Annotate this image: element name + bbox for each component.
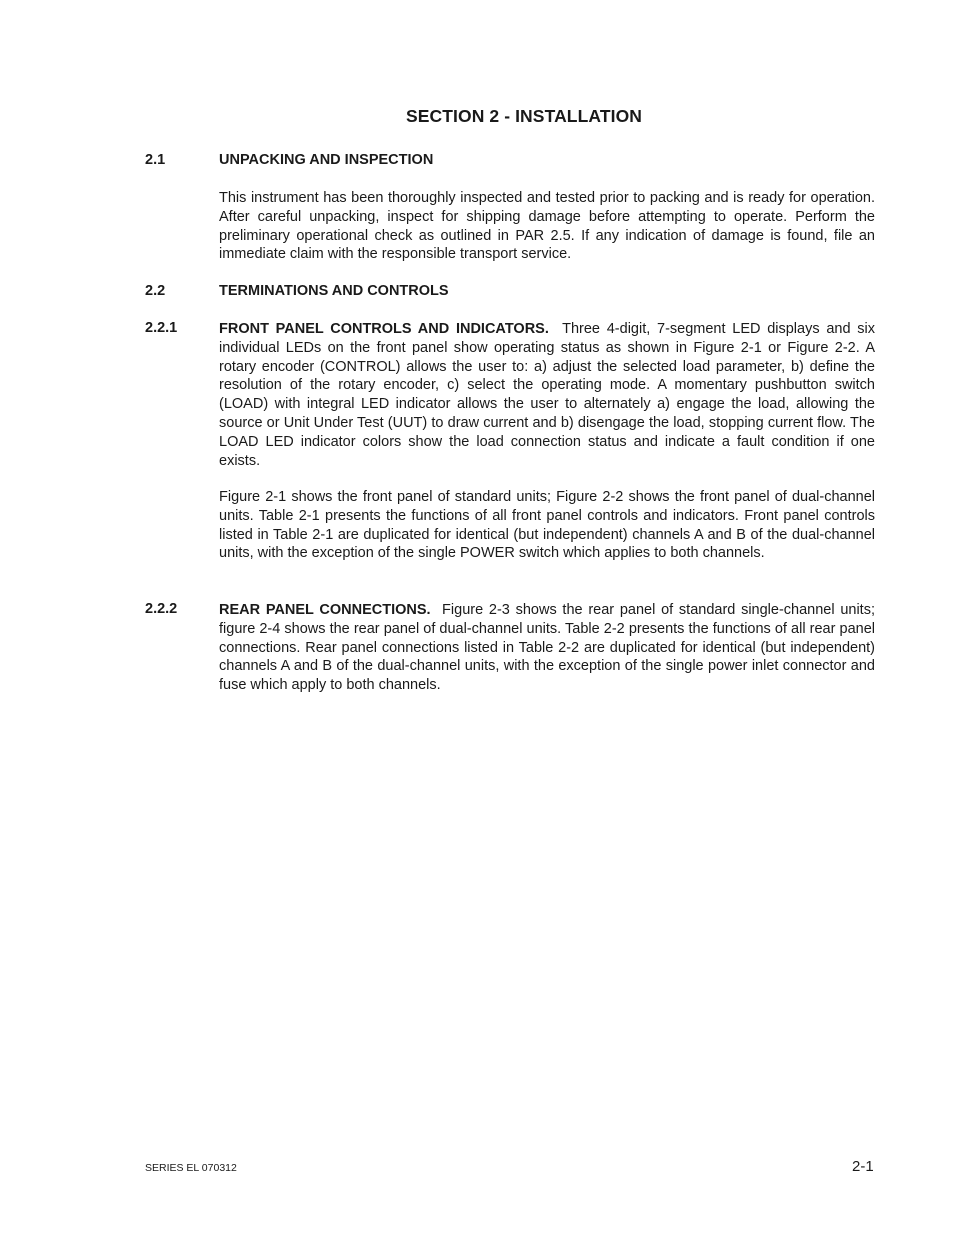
section-number: 2.1 [145,152,166,168]
section-2-2-1-body-2: Figure 2-1 shows the front panel of standard units; Figure 2-2 shows the front panel of dual-channel units. Table 2-1 presents the functions of all front panel controls and indicators. Front panel controls listed in Table 2-1 are duplicated for identical (but independent) channels A and B of the dual-channel units, with the exception of the single POWER switch which applies to both channels. [219,489,875,562]
paragraph-text: Three 4-digit, 7-segment LED displays and six individual LEDs on the front panel show operating status as shown in Figure 2-1 or Figure 2-2. A rotary encoder (CONTROL) allows the user to: a) adjust the selected load parameter, b) define the resolution of the rotary encoder, c) select the operating mode. A momentary pushbutton switch (LOAD) with integral LED indicator allows the user to alternately a) engage the load, allowing the source or Unit Under Test (UUT) to draw current and b) disengage the load, stopping current flow. The LOAD LED indicator colors show the load connection status and indicate a fault condition if one exists. [219,321,875,469]
section-title: TERMINATIONS AND CONTROLS [219,283,449,299]
runin-heading: REAR PANEL CONNECTIONS. [219,602,431,618]
section-number: 2.2 [145,283,166,299]
section-2-2-2-number: 2.2.2 [145,601,178,617]
section-title: UNPACKING AND INSPECTION [219,152,434,168]
section-2-2-1-body [219,320,875,470]
section-2-2-1-number: 2.2.1 [145,320,178,336]
footer-series: SERIES EL 070312 [145,1162,237,1174]
page-title: SECTION 2 - INSTALLATION [405,106,643,126]
section-2-2-2-body [219,601,875,695]
page-number: 2-1 [852,1158,874,1175]
section-2-1-body: This instrument has been thoroughly inspected and tested prior to packing and is ready for operation. After careful unpacking, inspect for shipping damage before attempting to operate. Perform the preliminary operational check as outlined in PAR 2.5. If any indication of damage is found, file an immediate claim with the responsible transport service. [219,190,875,263]
runin-heading: FRONT PANEL CONTROLS AND INDICATORS. [219,321,549,337]
paragraph-text: Figure 2-3 shows the rear panel of standard single-channel units; figure 2-4 shows the rear panel of dual-channel units. Table 2-2 presents the functions of all rear panel connections. Rear panel connections listed in Table 2-2 are duplicated for identical (but independent) channels A and B of the dual-channel units, with the exception of the single power inlet connector and fuse which apply to both channels. [219,602,875,694]
